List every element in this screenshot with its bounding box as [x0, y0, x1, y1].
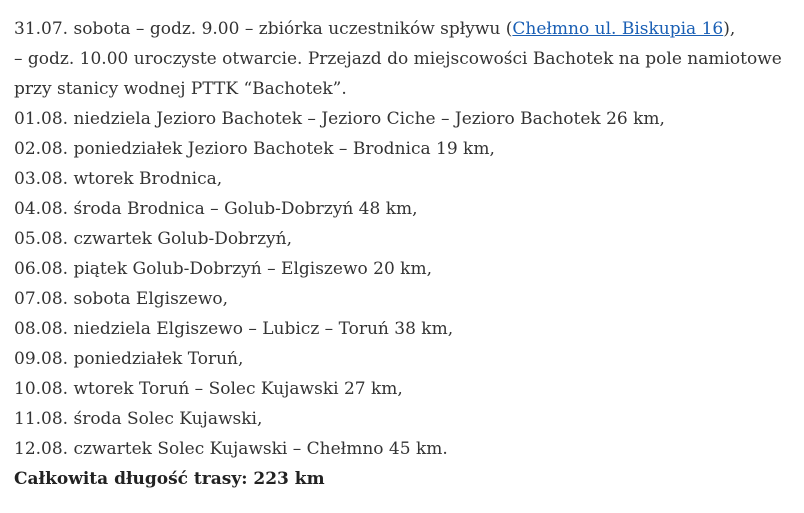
schedule-item-07-08: 07.08. sobota Elgiszewo,: [14, 289, 229, 309]
intro-text-part1: 31.07. sobota – godz. 9.00 – zbiórka uczestników spływu (: [14, 19, 513, 39]
intro-line-1: [14, 14, 796, 44]
total-route-length: Całkowita długość trasy: 223 km: [14, 469, 325, 489]
schedule-item-08-08: 08.08. niedziela Elgiszewo – Lubicz – Toruń 38 km,: [14, 319, 454, 339]
schedule-item-09-08: 09.08. poniedziałek Toruń,: [14, 349, 244, 369]
schedule-item-01-08: 01.08. niedziela Jezioro Bachotek – Jezioro Ciche – Jezioro Bachotek 26 km,: [14, 109, 665, 129]
schedule-item-12-08: 12.08. czwartek Solec Kujawski – Chełmno 45 km.: [14, 439, 448, 459]
schedule-item-02-08: 02.08. poniedziałek Jezioro Bachotek – Brodnica 19 km,: [14, 139, 495, 159]
schedule-item-06-08: 06.08. piątek Golub-Dobrzyń – Elgiszewo 20 km,: [14, 259, 433, 279]
schedule-item-11-08: 11.08. środa Solec Kujawski,: [14, 409, 263, 429]
intro-line-2: – godz. 10.00 uroczyste otwarcie. Przejazd do miejscowości Bachotek na pole namiotowe: [14, 49, 782, 69]
intro-line-3: przy stanicy wodnej PTTK “Bachotek”.: [14, 79, 347, 99]
intro-text-part2: ),: [723, 19, 736, 39]
schedule-item-04-08: 04.08. środa Brodnica – Golub-Dobrzyń 48 km,: [14, 199, 418, 219]
schedule-item-10-08: 10.08. wtorek Toruń – Solec Kujawski 27 km,: [14, 379, 403, 399]
schedule-item-05-08: 05.08. czwartek Golub-Dobrzyń,: [14, 229, 292, 249]
schedule-item-03-08: 03.08. wtorek Brodnica,: [14, 169, 223, 189]
meeting-point-link[interactable]: Chełmno ul. Biskupia 16: [512, 19, 724, 39]
